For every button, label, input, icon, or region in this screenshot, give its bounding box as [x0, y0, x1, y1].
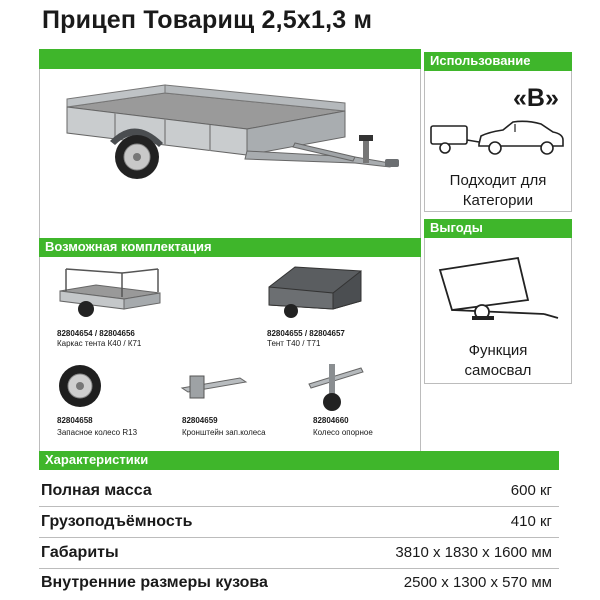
jockey-wheel-image [305, 360, 365, 412]
benefit-line-1: Функция [468, 342, 528, 359]
option-desc: Запасное колесо R13 [57, 428, 138, 437]
spec-divider [39, 506, 559, 507]
option-code: 82804654 / 82804656 [57, 329, 135, 338]
license-category: «В» [513, 84, 559, 112]
option-desc: Каркас тента К40 / К71 [57, 339, 142, 348]
option-code: 82804655 / 82804657 [267, 329, 345, 338]
specs-header: Характеристики [39, 451, 559, 470]
page-title: Прицеп Товарищ 2,5х1,3 м [42, 6, 373, 34]
option-desc: Колесо опорное [313, 428, 373, 437]
option-code: 82804660 [313, 416, 349, 425]
usage-description [424, 171, 572, 211]
spec-label: Полная масса [41, 482, 152, 499]
usage-header: Использование [424, 52, 572, 71]
usage-line-2: Категории [462, 192, 534, 209]
tipper-trailer-icon [432, 256, 564, 328]
spare-wheel-image [58, 364, 102, 408]
trailer-main-image [55, 85, 400, 195]
option-code: 82804658 [57, 416, 93, 425]
spec-label: Грузоподъёмность [41, 513, 193, 530]
options-header: Возможная комплектация [39, 238, 421, 257]
option-code: 82804659 [182, 416, 218, 425]
product-panel-header [39, 49, 421, 69]
wheel-bracket-image [180, 368, 250, 408]
spec-label: Габариты [41, 544, 119, 561]
benefit-line-2: самосвал [464, 362, 532, 379]
spec-value: 2500 х 1300 х 570 мм [403, 574, 552, 591]
usage-line-1: Подходит для [449, 172, 547, 189]
benefits-header: Выгоды [424, 219, 572, 238]
tent-frame-image [56, 265, 166, 320]
spec-divider [39, 568, 559, 569]
benefit-description [424, 341, 572, 381]
spec-divider [39, 537, 559, 538]
option-desc: Кронштейн зап.колеса [182, 428, 266, 437]
spec-value: 3810 х 1830 х 1600 мм [395, 544, 552, 561]
car-with-trailer-icon [429, 118, 567, 158]
option-desc: Тент Т40 / Т71 [267, 339, 321, 348]
spec-label: Внутренние размеры кузова [41, 574, 268, 591]
tent-cover-image [265, 265, 365, 320]
spec-value: 600 кг [510, 482, 552, 499]
spec-value: 410 кг [510, 513, 552, 530]
